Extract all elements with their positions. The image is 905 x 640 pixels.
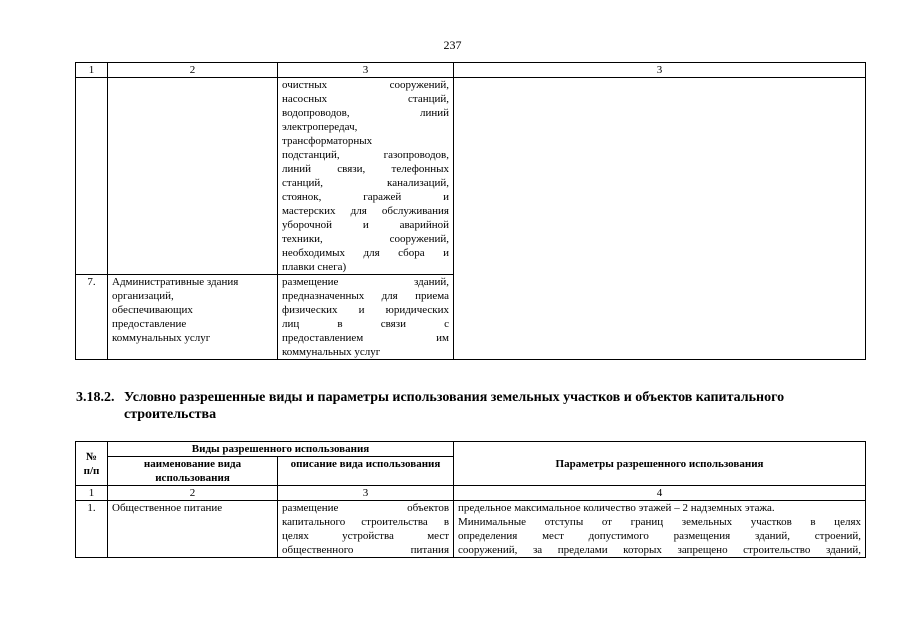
col-number-4: 4: [454, 486, 866, 501]
conditional-use-table: [75, 441, 866, 558]
section-number: 3.18.2.: [76, 390, 115, 405]
use-description-header: описание вида использования: [278, 457, 454, 486]
col-number-2: 2: [108, 486, 278, 501]
row-number-cell: [76, 78, 108, 275]
section-heading: [76, 389, 866, 423]
parameters-header: Параметры разрешенного использования: [454, 442, 866, 486]
table-row: [76, 78, 866, 275]
use-description-cell: размещение объектов капитального строительства в целях устройства мест общественного питания: [278, 501, 454, 558]
col-number-1: 1: [76, 486, 108, 501]
use-types-header: Виды разрешенного использования: [108, 442, 454, 457]
use-description-cell: размещение зданий, предназначенных для приема физических и юридических лиц в связи с предоставлением им коммунальных услуг: [278, 275, 454, 360]
col-number-2: 2: [108, 63, 278, 78]
column-number-row: [76, 63, 866, 78]
number-header: № п/п: [76, 442, 108, 486]
use-name-cell: Общественное питание: [108, 501, 278, 558]
column-number-row: [76, 486, 866, 501]
col-number-3: 3: [278, 486, 454, 501]
page-number: 237: [443, 38, 462, 52]
col-number-3: 3: [278, 63, 454, 78]
col-number-1: 1: [76, 63, 108, 78]
header-row: [76, 442, 866, 457]
table-row: [76, 501, 866, 558]
section-title-line2: строительства: [124, 407, 217, 422]
parameters-cell: [454, 78, 866, 360]
use-description-cell: очистных сооружений, насосных станций, водопроводов, линий электропередач, трансформаторных подстанций, газопроводов, линий связи, телефонных станций, канализаций, стоянок, гаражей и мастерских для обслуживания уборочной и аварийной техники, сооружений, необходимых для сбора и плавки снега): [278, 78, 454, 275]
section-title-line1: Условно разрешенные виды и параметры использования земельных участков и объектов капитального: [124, 390, 785, 405]
use-name-cell: Административные здания организаций, обеспечивающих предоставление коммунальных услуг: [108, 275, 278, 360]
parameters-cell: предельное максимальное количество этажей – 2 надземных этажа. Минимальные отступы от границ земельных участков в целях определения мест допустимого размещения зданий, строений, сооружений, за пределами которых запрещено строительство зданий,: [454, 501, 866, 558]
row-number-cell: 7.: [76, 275, 108, 360]
land-use-table-continued: [75, 62, 866, 360]
row-number-cell: 1.: [76, 501, 108, 558]
use-name-cell: [108, 78, 278, 275]
use-name-header: наименование вида использования: [108, 457, 278, 486]
col-number-4: 3: [454, 63, 866, 78]
